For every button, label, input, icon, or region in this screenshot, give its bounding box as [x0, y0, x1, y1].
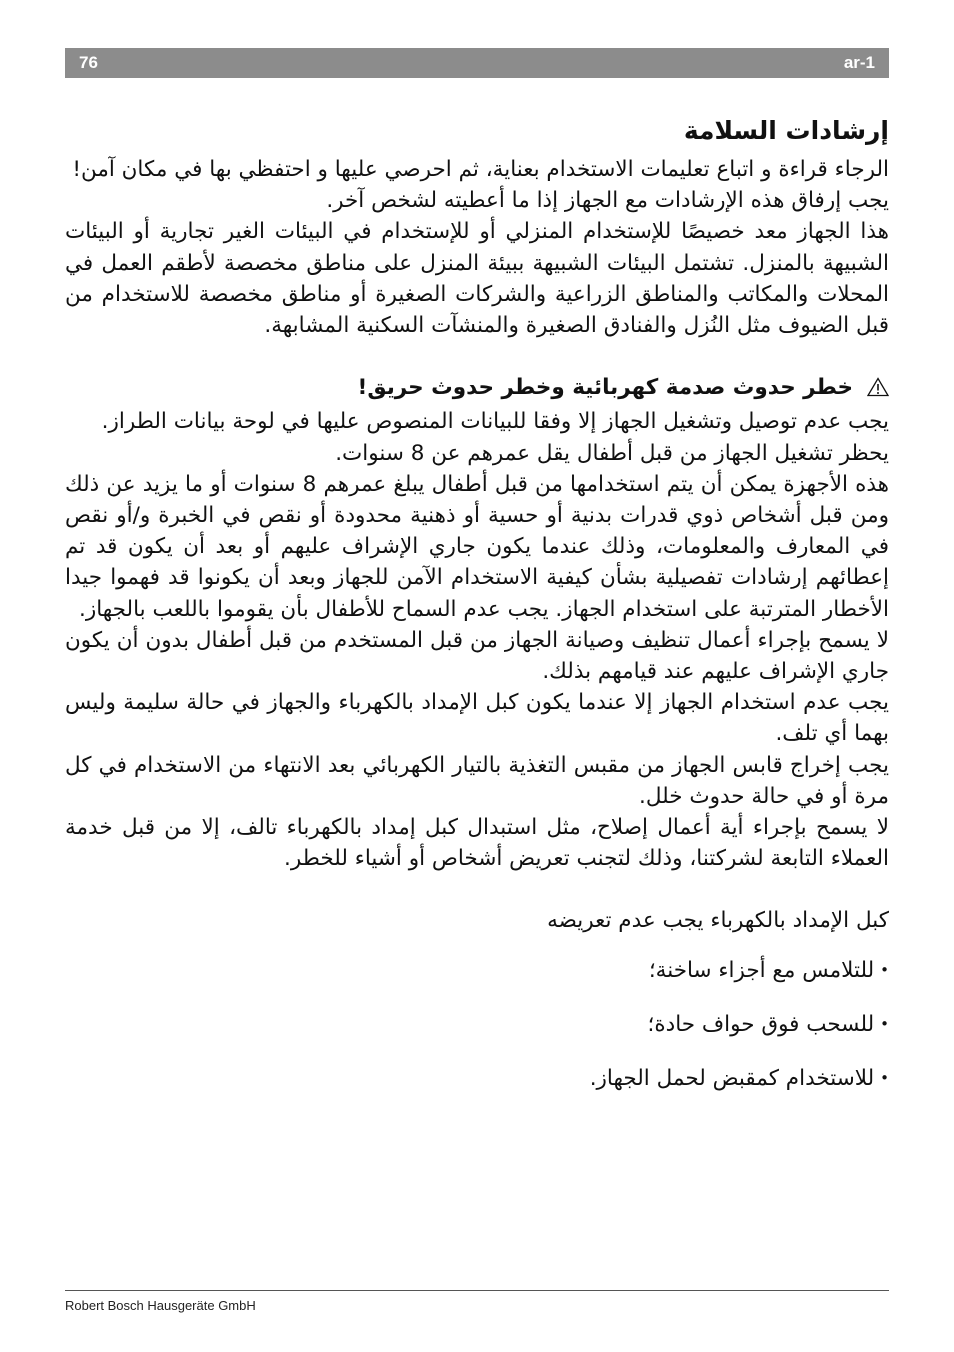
warning-paragraph: يجب إخراج قابس الجهاز من مقبس التغذية بالتيار الكهربائي بعد الانتهاء من الاستخدام في كل مرة أو في حالة حدوث خلل.: [65, 752, 889, 809]
warning-triangle-icon: [867, 375, 889, 406]
warning-paragraph: يجب عدم توصيل وتشغيل الجهاز إلا وفقا للبيانات المنصوص عليها في لوحة بيانات الطراز.: [101, 409, 889, 435]
list-item-text: للاستخدام كمقبض لحمل الجهاز.: [589, 1065, 875, 1091]
warning-paragraph: لا يسمح بإجراء أية أعمال إصلاح، مثل استبدال كبل إمداد بالكهرباء تالف، إلا من قبل خدمة العملاء التابعة لشركتنا، وذلك لتجنب تعريض أشخاص أو أشياء للخطر.: [65, 815, 889, 872]
document-content: [65, 112, 889, 1117]
footer-divider: [65, 1290, 889, 1291]
bullet-glyph: •: [880, 1068, 889, 1087]
footer-company: Robert Bosch Hausgeräte GmbH: [65, 1298, 256, 1313]
warning-heading: [65, 372, 889, 406]
intro-paragraph: هذا الجهاز معد خصيصًا للإستخدام المنزلي أو للإستخدام في البيئات الغير تجارية أو البيئات الشبيهة بالمنزل. تشتمل البيئات الشبيهة ببيئة المنزل على مناطق مخصصة لأطقم العمل في المحلات والمكاتب والمناطق الزراعية والشركات الصغيرة أو مناطق مخصصة للاستخدام من قبل الضيوف مثل النُزل والفنادق الصغيرة والمنشآت السكنية المشابهة.: [65, 219, 889, 339]
intro-paragraph: الرجاء قراءة و اتباع تعليمات الاستخدام بعناية، ثم احرصي عليها و احتفظي بها في مكان آمن!: [72, 157, 889, 182]
section-title: إرشادات السلامة: [683, 116, 889, 145]
section-spacer: [65, 341, 889, 372]
bullet-glyph: •: [880, 960, 889, 979]
cable-warning-list: [65, 955, 889, 1094]
page-header-bar: [65, 48, 889, 78]
list-item-text: للسحب فوق حواف حادة؛: [647, 1011, 875, 1037]
warning-paragraph: يحظر تشغيل الجهاز من قبل أطفال يقل عمرهم عن 8 سنوات.: [335, 440, 889, 466]
language-code: ar-1: [843, 53, 875, 72]
list-item: [65, 1009, 889, 1040]
warning-paragraph: يجب عدم استخدام الجهاز إلا عندما يكون كبل الإمداد بالكهرباء والجهاز في حالة سليمة وليس بهما أي تلف.: [65, 690, 889, 747]
intro-paragraph: يجب إرفاق هذه الإرشادات مع الجهاز إذا ما أعطيته لشخص آخر.: [326, 188, 889, 214]
warning-paragraph: هذه الأجهزة يمكن أن يتم استخدامها من قبل أطفال يبلغ عمرهم 8 سنوات أو ما يزيد عن ذلك ومن قبل أشخاص ذوي قدرات بدنية أو حسية أو ذهنية محدودة أو نقص في الخبرة و/أو نقص في المعارف والمعلومات، وذلك عندما يكون جاري الإشراف عليهم أو بعد أن يكون قد تم إعطائهم إرشادات تفصيلية بشأن كيفية الاستخدام الآمن للجهاز وبعد أن يكونوا قد فهموا جيدا الأخطار المترتبة على استخدام الجهاز. يجب عدم السماح للأطفال بأن يقوموا باللعب بالجهاز.: [65, 471, 889, 622]
bullet-glyph: •: [880, 1014, 889, 1033]
page-number: 76: [79, 53, 98, 72]
list-item-text: للتلامس مع أجزاء ساخنة؛: [648, 957, 875, 983]
warning-heading-text: خطر حدوث صدمة كهربائية وخطر حدوث حريق!: [357, 375, 853, 401]
cable-intro: كبل الإمداد بالكهرباء يجب عدم تعريضه: [547, 908, 889, 934]
list-item: [65, 1063, 889, 1094]
warning-paragraph: لا يسمح بإجراء أعمال تنظيف وصيانة الجهاز من قبل المستخدم من قبل أطفال بدون أن يكون جاري الإشراف عليهم عند قيامهم بذلك.: [65, 627, 889, 685]
list-item: [65, 955, 889, 986]
section-spacer: [65, 874, 889, 905]
